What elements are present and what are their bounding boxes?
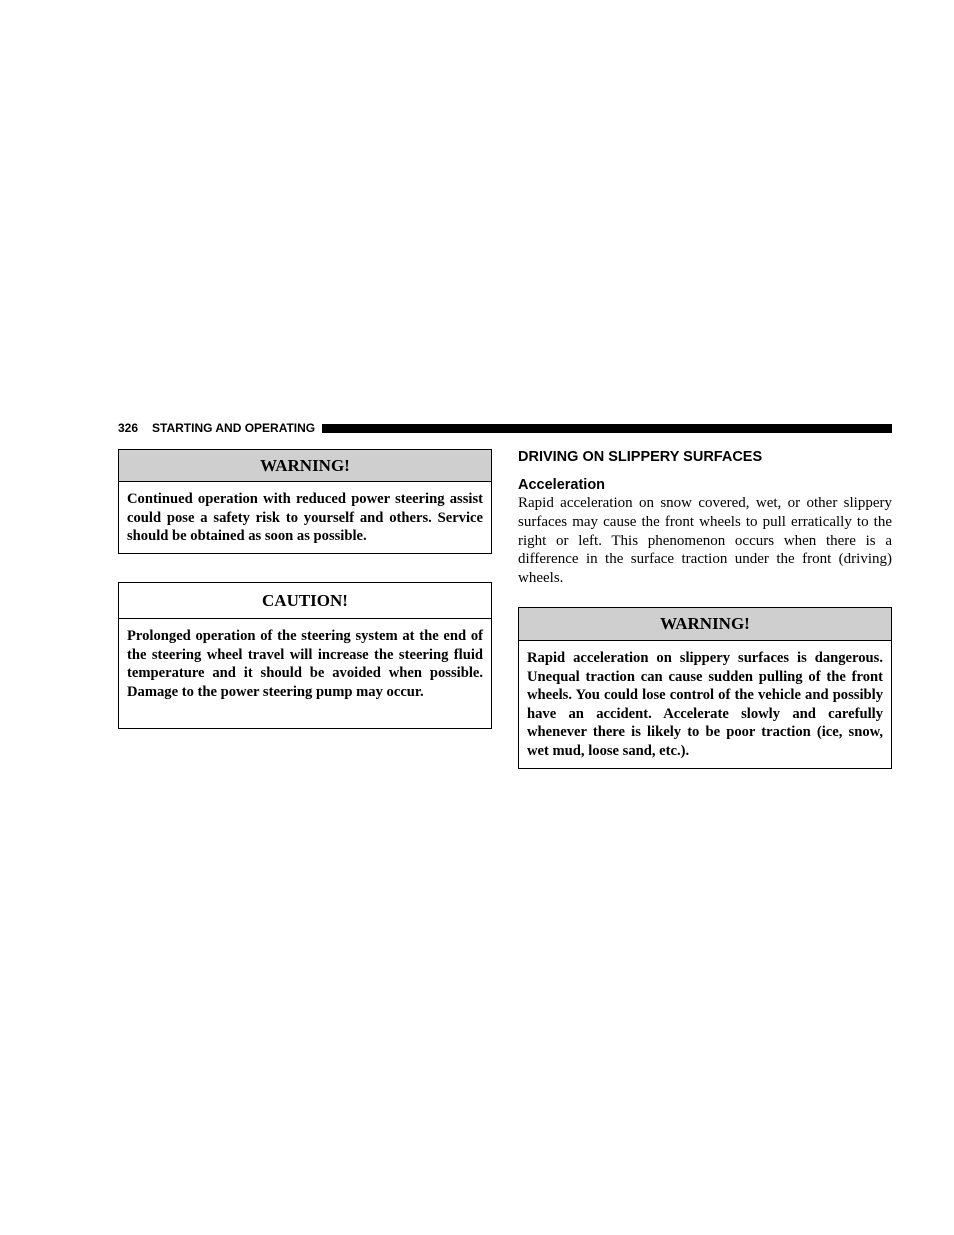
section-name: STARTING AND OPERATING	[152, 421, 316, 435]
subheading-acceleration: Acceleration	[518, 477, 606, 493]
header-rule	[322, 424, 892, 433]
warning-text: Continued operation with reduced power steering assist could pose a safety risk to yourself and others. Service should be obtained as soon as possible.	[127, 491, 483, 545]
warning-box-acceleration	[518, 607, 892, 769]
caution-title: CAUTION!	[119, 583, 491, 619]
warning-title: WARNING!	[519, 608, 891, 641]
page-number: 326	[118, 421, 139, 435]
caution-box-steering-travel	[118, 582, 492, 729]
warning-box-power-steering	[118, 449, 492, 554]
warning-text: Rapid acceleration on slippery surfaces is dangerous. Unequal traction can cause sudden pulling of the front wheels. You could lose control of the vehicle and possibly have an accident. Accelerate slowly and carefully whenever there is likely to be poor traction (ice, snow, wet mud, loose sand, etc.).	[527, 650, 883, 759]
acceleration-paragraph: Rapid acceleration on snow covered, wet, or other slippery surfaces may cause the front wheels to pull erratically to the right or left. This phenomenon occurs when there is a difference in the surface traction under the front (driving) wheels.	[518, 495, 892, 587]
warning-title: WARNING!	[119, 450, 491, 482]
caution-text: Prolonged operation of the steering system at the end of the steering wheel travel will increase the steering fluid temperature and it should be avoided when possible. Damage to the power steering pump may occur.	[127, 628, 483, 700]
page-header	[118, 420, 892, 436]
section-heading: DRIVING ON SLIPPERY SURFACES	[518, 449, 763, 465]
